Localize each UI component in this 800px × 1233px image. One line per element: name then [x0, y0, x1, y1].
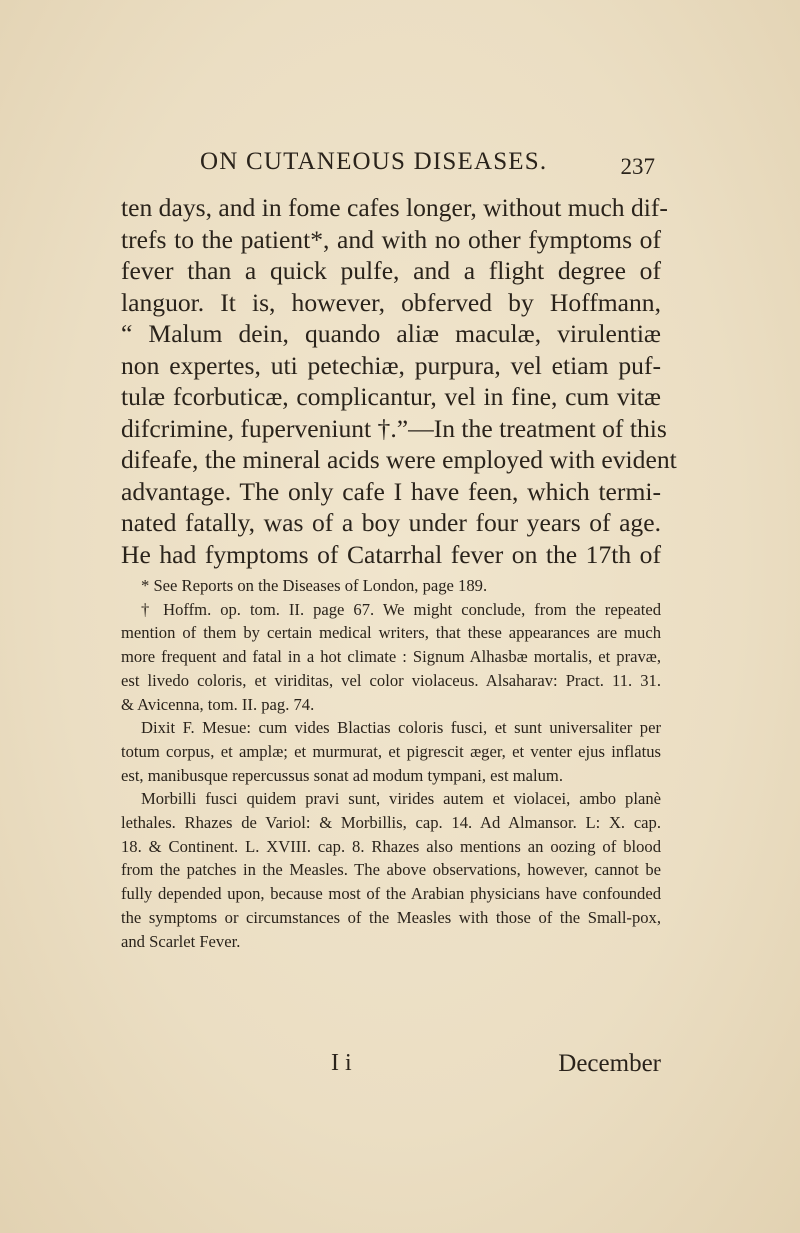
body-line: fever than a quick pulfe, and a flight degree of — [121, 256, 661, 285]
body-line: ten days, and in fome cafes longer, without much dif- — [121, 193, 668, 222]
catchword: December — [558, 1050, 661, 1077]
footnote-line: 18. & Continent. L. XVIII. cap. 8. Rhazes also mentions an oozing of blood — [121, 836, 661, 856]
footnote-line: Dixit F. Mesue: cum vides Blactias coloris fusci, et sunt universaliter per — [141, 718, 661, 738]
page-footer — [121, 1050, 661, 1090]
footnote-line: mention of them by certain medical writers, that these appearances are much — [121, 623, 661, 643]
footnote-line: the symptoms or circumstances of the Measles with those of the Small-pox, — [121, 907, 661, 927]
body-line: difeafe, the mineral acids were employed with evident — [121, 445, 677, 474]
footnote-line: fully depended upon, because most of the Arabian physicians have confounded — [121, 884, 661, 904]
footnote-line: est livedo coloris, et viriditas, vel color violaceus. Alsaharav: Pract. 11. 31. — [121, 670, 661, 690]
body-line: tulæ fcorbuticæ, complicantur, vel in fine, cum vitæ — [121, 382, 661, 411]
body-line: advantage. The only cafe I have feen, which termi- — [121, 476, 661, 506]
page-number: 237 — [620, 154, 655, 179]
body-line: non expertes, uti petechiæ, purpura, vel etiam puf- — [121, 350, 661, 380]
footnote-line: from the patches in the Measles. The above observations, however, cannot be — [121, 860, 661, 880]
footnote-line: * See Reports on the Diseases of London, page 189. — [141, 576, 488, 595]
body-text — [121, 192, 677, 570]
footnote-line: totum corpus, et amplæ; et murmurat, et pigrescit æger, et venter ejus inflatus — [121, 741, 661, 761]
body-line: difcrimine, fuperveniunt †.”—In the treatment of this — [121, 413, 667, 443]
footnote-line: Morbilli fusci quidem pravi sunt, virides autem et violacei, ambo planè — [141, 789, 661, 809]
footnote-line: and Scarlet Fever. — [121, 931, 241, 951]
running-title: ON CUTANEOUS DISEASES. — [200, 148, 548, 175]
footnotes — [121, 574, 661, 953]
body-line: trefs to the patient*, and with no other fymptoms of — [121, 224, 661, 254]
footnote-line: † Hoffm. op. tom. II. page 67. We might conclude, from the repeated — [141, 599, 661, 619]
footnote-line: est, manibusque repercussus sonat ad modum tympani, est malum. — [121, 765, 563, 785]
body-line: languor. It is, however, obferved by Hoffmann, — [121, 287, 661, 317]
body-line: nated fatally, was of a boy under four years of age. — [121, 508, 661, 537]
page-header — [200, 148, 655, 182]
body-line: “ Malum dein, quando aliæ maculæ, virulentiæ — [121, 319, 661, 348]
footnote-line: lethales. Rhazes de Variol: & Morbillis, cap. 14. Ad Almansor. L: X. cap. — [121, 813, 661, 833]
footnote-line: more frequent and fatal in a hot climate : Signum Alhasbæ mortalis, et pravæ, — [121, 647, 661, 667]
footnote-line: & Avicenna, tom. II. pag. 74. — [121, 694, 315, 714]
body-line: He had fymptoms of Catarrhal fever on the 17th of — [121, 539, 661, 569]
signature-mark: I i — [331, 1050, 352, 1076]
